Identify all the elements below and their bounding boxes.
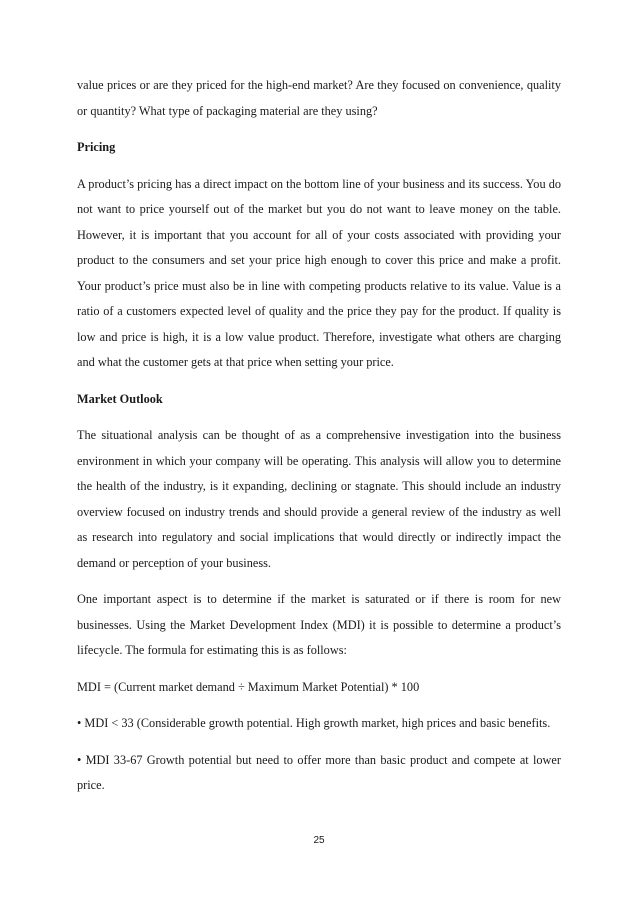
page-number: 25 [313,835,325,846]
page-content [77,73,561,810]
market-outlook-paragraph: The situational analysis can be thought of as a comprehensive investigation into the business environment in which your company will be operating. This analysis will allow you to determine the health of the industry, is it expanding, declining or stagnate. This should include an industry overview focused on industry trends and should provide a general review of the industry as well as research into regulatory and social implications that would directly or indirectly impact the demand or perception of your business. [77,428,561,570]
intro-paragraph: value prices or are they priced for the high-end market? Are they focused on convenience, quality or quantity? What type of packaging material are they using? [77,78,561,118]
pricing-heading: Pricing [77,140,116,154]
mdi-formula: MDI = (Current market demand ÷ Maximum Market Potential) * 100 [77,679,420,694]
mdi-intro-paragraph: One important aspect is to determine if the market is saturated or if there is room for new businesses. Using the Market Development Index (MDI) it is possible to determine a product’s lifecycle. The formula for estimating this is as follows: [77,592,561,657]
pricing-paragraph: A product’s pricing has a direct impact on the bottom line of your business and its success. You do not want to price yourself out of the market but you do not want to leave money on the table. However, it is important that you account for all of your costs associated with providing your product to the consumers and set your price high enough to cover this price and make a profit. Your product’s price must also be in line with competing products relative to its value. Value is a ratio of a customers expected level of quality and the price they pay for the product. If quality is low and price is high, it is a low value product. Therefore, investigate what others are charging and what the customer gets at that price when setting your price. [77,176,561,369]
mdi-bullet-mid: • MDI 33-67 Growth potential but need to offer more than basic product and compete at lower price. [77,752,561,792]
mdi-bullet-low: • MDI < 33 (Considerable growth potential. High growth market, high prices and basic benefits. [77,716,551,730]
market-outlook-heading: Market Outlook [77,391,163,406]
